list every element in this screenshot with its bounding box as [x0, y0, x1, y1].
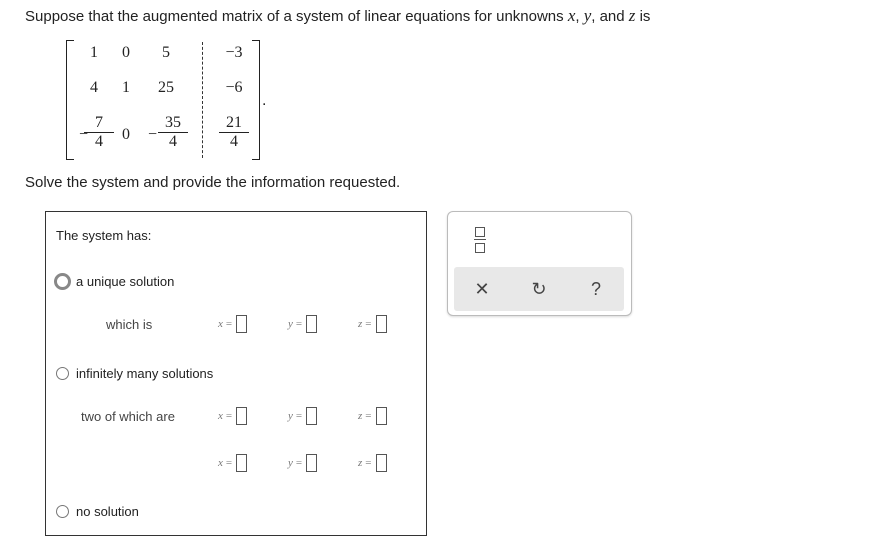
y-label: y	[288, 410, 293, 422]
x-input[interactable]	[236, 315, 247, 333]
infinite-x2-field[interactable]	[218, 454, 247, 472]
matrix-cell: 0	[122, 126, 130, 143]
y-input[interactable]	[306, 315, 317, 333]
matrix-cell: 1	[122, 79, 130, 96]
var-z: z	[628, 6, 636, 25]
answer-panel	[45, 211, 427, 536]
matrix-cell: 25	[158, 79, 174, 96]
matrix-left-bracket	[66, 40, 74, 160]
infinite-z2-field[interactable]	[358, 454, 387, 472]
matrix-period: .	[262, 92, 267, 109]
equals-sign: =	[225, 457, 233, 469]
equals-sign: =	[365, 318, 372, 330]
matrix-cell: −6	[225, 79, 243, 96]
infinite-x1-field[interactable]	[218, 407, 247, 425]
problem-prompt	[25, 6, 650, 26]
equals-sign: =	[225, 410, 233, 422]
matrix-fraction	[158, 114, 188, 151]
matrix-sign: −	[79, 126, 89, 143]
matrix-cell: 0	[122, 44, 130, 61]
radio-none[interactable]	[56, 505, 69, 518]
equals-sign: =	[365, 410, 372, 422]
fraction-numerator: 21	[219, 114, 249, 133]
z-label: z	[358, 318, 363, 330]
prompt-sep: ,	[575, 8, 584, 25]
prompt-text-end: is	[635, 8, 651, 25]
x-label: x	[218, 457, 223, 469]
unique-z-field[interactable]	[358, 315, 387, 333]
matrix-cell: 4	[90, 79, 98, 96]
equals-sign: =	[225, 318, 233, 330]
z-input[interactable]	[376, 407, 387, 425]
y-input[interactable]	[306, 454, 317, 472]
option-none-label: no solution	[76, 504, 139, 519]
equals-sign: =	[295, 457, 303, 469]
fraction-icon[interactable]	[474, 225, 486, 255]
fraction-numerator: 7	[84, 114, 114, 133]
radio-infinite[interactable]	[56, 367, 69, 380]
radio-unique[interactable]	[54, 273, 71, 290]
option-unique-solution[interactable]	[56, 273, 174, 290]
x-input[interactable]	[236, 454, 247, 472]
clear-icon[interactable]: ✕	[474, 278, 490, 299]
infinite-sub-label: two of which are	[81, 409, 175, 424]
z-label: z	[358, 457, 363, 469]
toolbar-action-row	[454, 267, 624, 311]
fraction-icon-line	[474, 239, 486, 240]
undo-icon[interactable]: ↻	[531, 278, 547, 299]
option-unique-label: a unique solution	[76, 274, 175, 289]
matrix-cell: 5	[162, 44, 170, 61]
matrix-fraction	[219, 114, 249, 151]
z-input[interactable]	[376, 315, 387, 333]
x-input[interactable]	[236, 407, 247, 425]
equals-sign: =	[365, 457, 372, 469]
fraction-denominator: 4	[169, 133, 177, 150]
fraction-numerator: 35	[158, 114, 188, 133]
option-infinite-label: infinitely many solutions	[76, 366, 214, 381]
matrix-cell: −3	[225, 44, 243, 61]
z-input[interactable]	[376, 454, 387, 472]
fraction-denominator: 4	[95, 133, 103, 150]
equals-sign: =	[295, 318, 303, 330]
y-input[interactable]	[306, 407, 317, 425]
fraction-icon-bottom	[475, 243, 485, 253]
help-icon[interactable]: ?	[590, 278, 601, 299]
option-no-solution[interactable]	[56, 504, 139, 519]
var-x: x	[567, 6, 576, 25]
y-label: y	[288, 457, 293, 469]
unique-sub-label: which is	[106, 317, 153, 332]
matrix-sign: −	[148, 126, 158, 143]
prompt-text: Suppose that the augmented matrix of a system of linear equations for unknowns	[25, 8, 568, 25]
augment-separator	[202, 42, 203, 158]
instruction-text: Solve the system and provide the information requested.	[25, 174, 401, 191]
equals-sign: =	[295, 410, 303, 422]
var-y: y	[583, 6, 592, 25]
option-infinite-solutions[interactable]	[56, 366, 213, 381]
system-has-label: The system has:	[56, 228, 152, 243]
x-label: x	[218, 318, 223, 330]
x-label: x	[218, 410, 223, 422]
augmented-matrix	[66, 40, 266, 160]
matrix-cell: 1	[90, 44, 98, 61]
infinite-z1-field[interactable]	[358, 407, 387, 425]
prompt-sep: , and	[591, 8, 629, 25]
infinite-y2-field[interactable]	[288, 454, 317, 472]
z-label: z	[358, 410, 363, 422]
unique-x-field[interactable]	[218, 315, 247, 333]
fraction-denominator: 4	[230, 133, 238, 150]
infinite-y1-field[interactable]	[288, 407, 317, 425]
y-label: y	[288, 318, 293, 330]
fraction-icon-top	[475, 227, 485, 237]
unique-y-field[interactable]	[288, 315, 317, 333]
math-toolbar	[447, 211, 632, 316]
